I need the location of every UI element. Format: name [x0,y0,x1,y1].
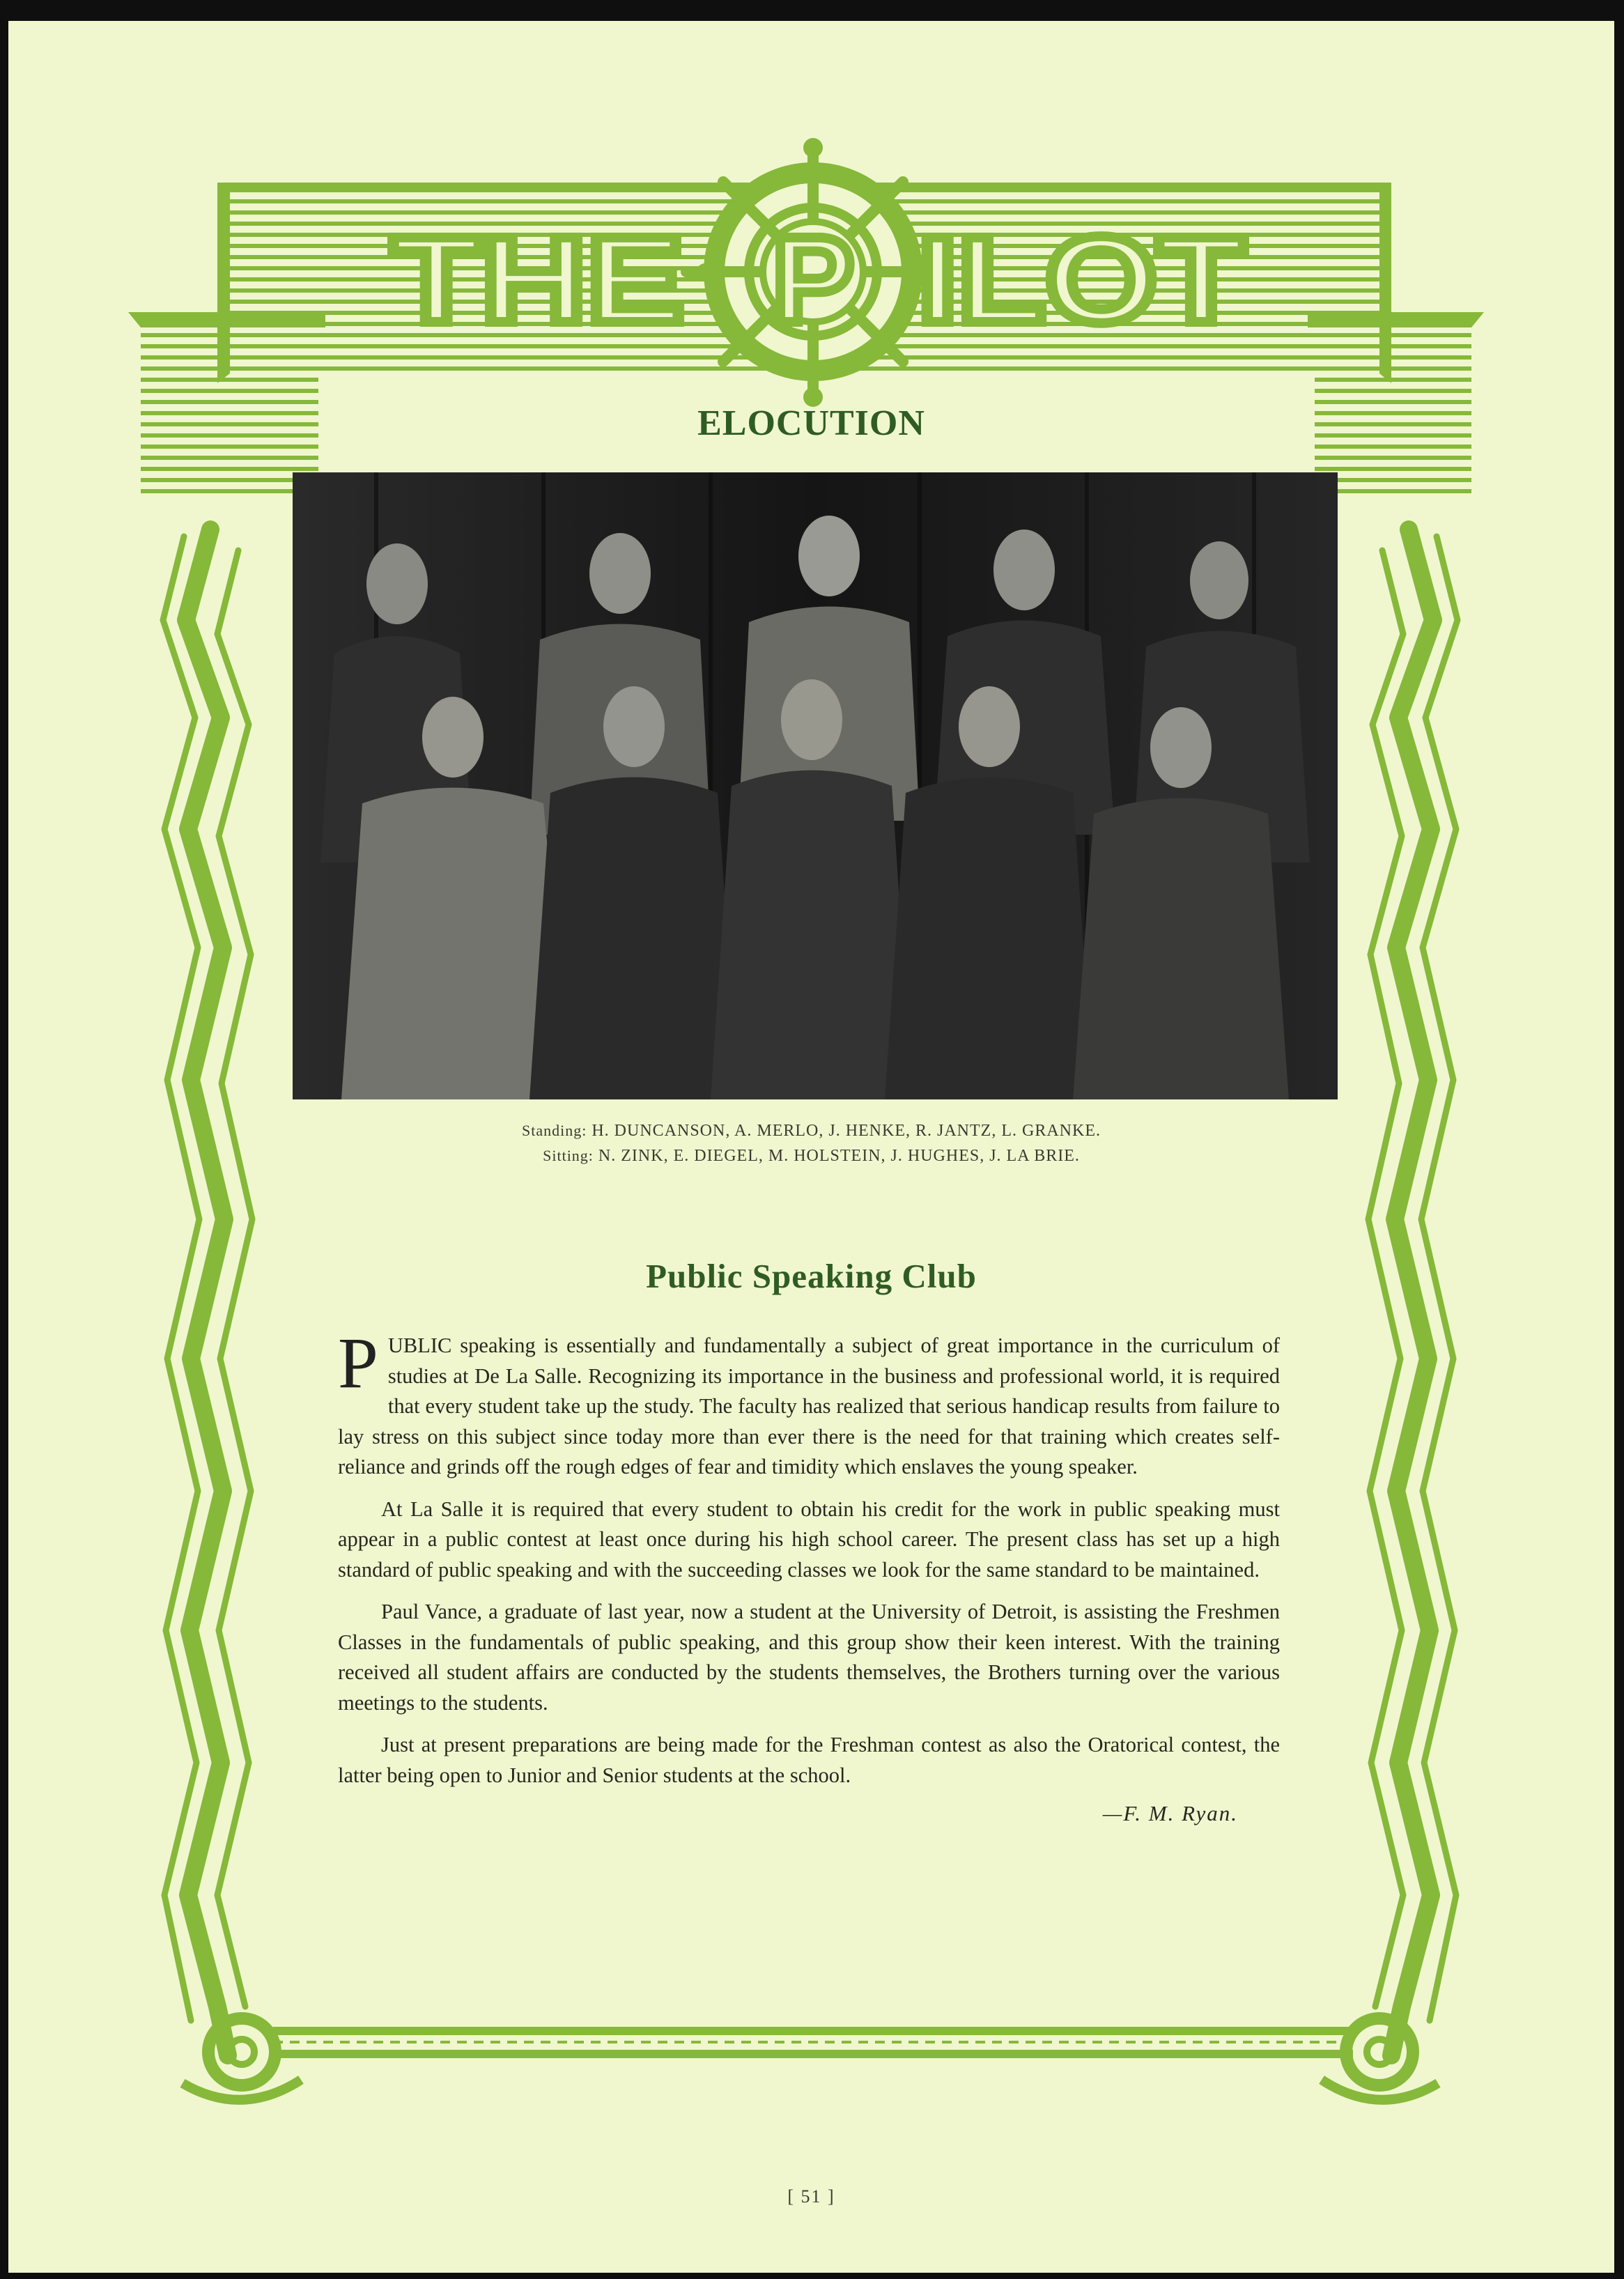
caption-standing [8,1118,1614,1143]
group-photo [293,472,1338,1099]
page-number: [ 51 ] [787,2186,835,2207]
svg-text:ILOT: ILOT [918,212,1245,348]
masthead-logo [392,212,1245,348]
club-title: Public Speaking Club [646,1257,977,1295]
section-title: ELOCUTION [697,403,925,443]
photo-caption [8,1118,1614,1168]
bottom-scroll [183,2018,1438,2100]
author-signature: —F. M. Ryan. [1102,1801,1238,1825]
sitting-label: Sitting: [543,1147,594,1164]
yearbook-page [8,21,1614,2273]
standing-names: H. DUNCANSON, A. MERLO, J. HENKE, R. JANTZ, L. GRANKE. [591,1122,1101,1140]
article-body [338,1323,1280,1829]
article-paragraph-1 [338,1323,1280,1483]
paragraph-1-text: UBLIC speaking is essentially and fundamentally a subject of great importance in the curriculum of studies at De La Salle. Recognizing its importance in the business and professional world, it is required that every student take up the study. The faculty has realized that serious handicap results from failure to lay stress on this subject since today more than ever there is the need for that training which creates self-reliance and grinds off the rough edges of fear and timidity which enslaves the young speaker. [338,1334,1280,1478]
drop-cap: P [338,1323,378,1403]
caption-sitting [8,1143,1614,1168]
article-paragraph-4: Just at present preparations are being made for the Freshman contest as also the Oratorical contest, the latter being open to Junior and Senior students at the school. [338,1733,1280,1787]
article-paragraph-3: Paul Vance, a graduate of last year, now a student at the University of Detroit, is assisting the Freshmen Classes in the fundamentals of public speaking, and this group show their keen interest. With the training received all student affairs are conducted by the students themselves, the Brothers turning over the various meetings to the students. [338,1600,1280,1715]
svg-text:P: P [772,212,854,348]
sitting-names: N. ZINK, E. DIEGEL, M. HOLSTEIN, J. HUGHES, J. LA BRIE. [598,1147,1080,1165]
svg-text:THE: THE [392,212,684,348]
article-paragraph-2: At La Salle it is required that every student to obtain his credit for the work in public speaking must appear in a public contest at least once during his high school career. The present class has set up a high standard of public speaking and with the succeeding classes we look for the same standard to be maintained. [338,1497,1280,1582]
standing-label: Standing: [521,1122,587,1139]
